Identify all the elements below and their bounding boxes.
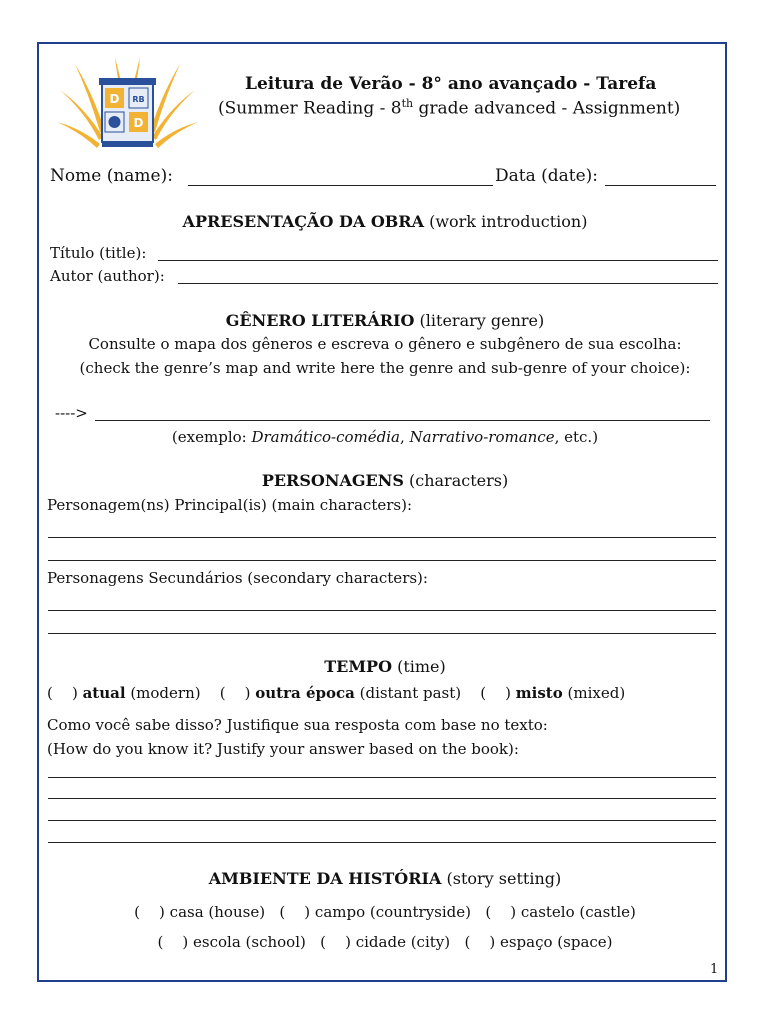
setting-option-city-label: cidade (city) <box>355 933 451 951</box>
time-answer-line-1[interactable] <box>48 777 716 778</box>
time-options <box>47 684 625 702</box>
time-checkbox-modern-close: ) <box>71 684 78 702</box>
page-title: Leitura de Verão - 8° ano avançado - Tarefa <box>245 74 657 94</box>
genre-example-pre: (exemplo: <box>171 428 252 446</box>
name-field[interactable] <box>188 185 493 186</box>
genre-heading-en: (literary genre) <box>414 311 545 330</box>
main-characters-line-1[interactable] <box>48 537 716 538</box>
author-field[interactable] <box>178 283 718 284</box>
characters-heading-pt: PERSONAGENS <box>261 471 404 490</box>
setting-option-city[interactable]: ( ) cidade (city) <box>320 933 451 951</box>
page-subtitle <box>218 97 680 119</box>
work-heading-en: (work introduction) <box>424 212 588 231</box>
time-checkbox-past-close: ) <box>244 684 251 702</box>
author-label: Autor (author): <box>50 267 165 285</box>
logo-letter-rb: RB <box>132 95 145 104</box>
genre-heading-pt: GÊNERO LITERÁRIO <box>225 311 415 330</box>
time-heading-pt: TEMPO <box>324 657 392 676</box>
subtitle-post: grade advanced - Assignment) <box>413 98 681 119</box>
logo-graphic <box>55 52 200 157</box>
setting-option-countryside[interactable]: ( ) campo (countryside) <box>279 903 471 921</box>
main-characters-label: Personagem(ns) Principal(is) (main characters): <box>47 496 413 514</box>
genre-heading <box>40 311 730 330</box>
setting-option-castle-label: castelo (castle) <box>520 903 636 921</box>
time-answer-line-4[interactable] <box>48 842 716 843</box>
time-option-past[interactable] <box>220 684 461 702</box>
setting-option-house-label: casa (house) <box>169 903 266 921</box>
time-option-modern[interactable] <box>47 684 201 702</box>
page-number: 1 <box>710 962 719 977</box>
setting-option-space-label: espaço (space) <box>499 933 613 951</box>
genre-instruction-pt: Consulte o mapa dos gêneros e escreva o gênero e subgênero de sua escolha: <box>88 335 682 353</box>
school-logo <box>55 52 200 157</box>
setting-row-1 <box>40 903 730 921</box>
genre-example-1: Dramático-comédia <box>251 428 400 446</box>
genre-example-2: Narrativo-romance <box>409 428 555 446</box>
date-label: Data (date): <box>495 166 599 186</box>
setting-heading-en: (story setting) <box>441 869 562 888</box>
time-option-modern-en: (modern) <box>125 684 201 702</box>
setting-heading <box>40 869 730 888</box>
time-checkbox-past-open: ( <box>219 684 226 702</box>
setting-heading-pt: AMBIENTE DA HISTÓRIA <box>208 869 442 888</box>
genre-example <box>40 428 730 446</box>
setting-option-school-label: escola (school) <box>193 933 306 951</box>
work-heading-pt: APRESENTAÇÃO DA OBRA <box>182 212 424 231</box>
time-option-modern-pt: atual <box>82 684 126 702</box>
time-option-mixed-pt: misto <box>515 684 563 702</box>
time-heading <box>40 657 730 676</box>
setting-option-house[interactable]: ( ) casa (house) <box>134 903 266 921</box>
date-field[interactable] <box>605 185 716 186</box>
secondary-characters-label: Personagens Secundários (secondary characters): <box>47 569 428 587</box>
time-question-en: (How do you know it? Justify your answer based on the book): <box>47 740 519 758</box>
genre-instruction-en: (check the genre’s map and write here the genre and sub-genre of your choice): <box>79 359 691 377</box>
time-checkbox-mixed-close: ) <box>505 684 511 702</box>
characters-heading-en: (characters) <box>403 471 509 490</box>
title-field[interactable] <box>158 260 718 261</box>
main-characters-line-2[interactable] <box>48 560 716 561</box>
setting-option-castle[interactable]: ( ) castelo (castle) <box>485 903 636 921</box>
genre-example-post: , etc.) <box>554 428 599 446</box>
setting-option-school[interactable]: ( ) escola (school) <box>157 933 306 951</box>
time-checkbox-mixed-open: ( <box>480 684 487 702</box>
time-question-pt: Como você sabe disso? Justifique sua resposta com base no texto: <box>47 716 548 734</box>
time-checkbox-modern-open: ( <box>47 684 53 702</box>
subtitle-sup: th <box>401 97 414 110</box>
time-answer-line-2[interactable] <box>48 798 716 799</box>
genre-field[interactable] <box>95 420 710 421</box>
genre-arrow: ----> <box>55 404 88 422</box>
time-option-mixed-en: (mixed) <box>562 684 626 702</box>
secondary-characters-line-2[interactable] <box>48 633 716 634</box>
genre-example-sep: , <box>399 428 410 446</box>
time-option-past-pt: outra época <box>255 684 355 702</box>
characters-heading <box>40 471 730 490</box>
setting-row-2 <box>40 933 730 951</box>
work-heading <box>40 212 730 231</box>
subtitle-pre: (Summer Reading - 8 <box>218 98 402 119</box>
logo-letter-d2: D <box>133 116 144 130</box>
setting-option-countryside-label: campo (countryside) <box>314 903 471 921</box>
secondary-characters-line-1[interactable] <box>48 610 716 611</box>
title-label: Título (title): <box>50 244 147 262</box>
logo-letter-d1: D <box>109 92 120 106</box>
time-option-mixed[interactable] <box>480 684 625 702</box>
time-heading-en: (time) <box>392 657 446 676</box>
setting-option-space[interactable]: ( ) espaço (space) <box>464 933 613 951</box>
time-answer-line-3[interactable] <box>48 820 716 821</box>
name-label: Nome (name): <box>50 166 173 186</box>
time-option-past-en: (distant past) <box>354 684 462 702</box>
